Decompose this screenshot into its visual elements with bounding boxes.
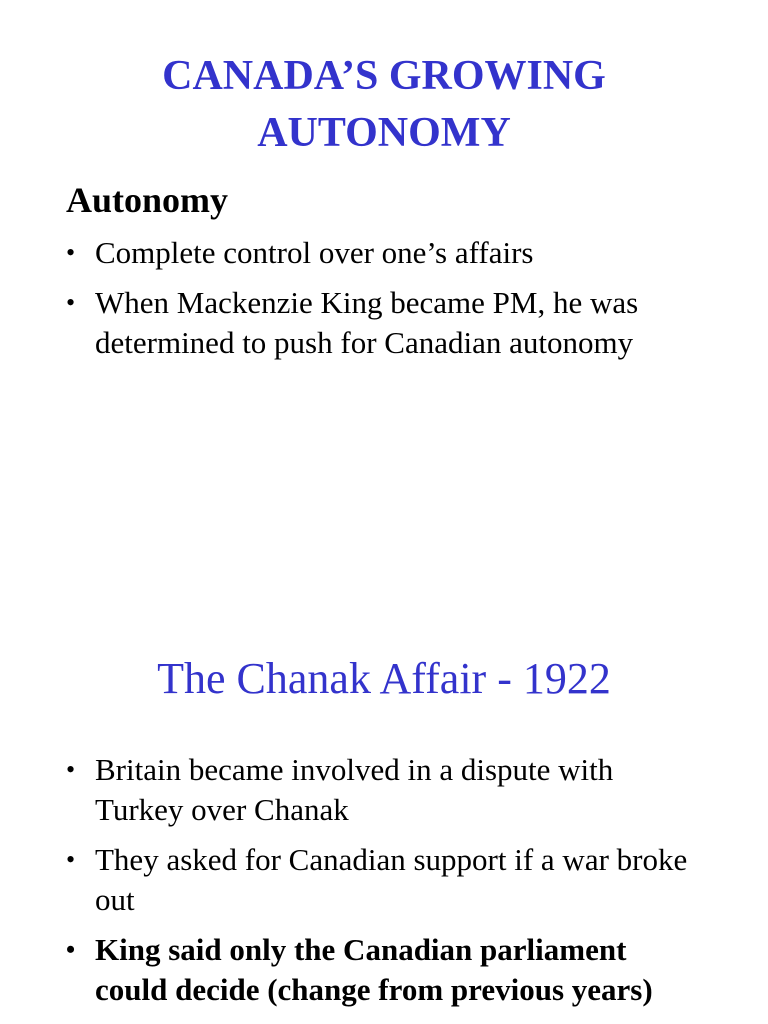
list-item xyxy=(66,750,706,830)
slide-title-line-2: AUTONOMY xyxy=(257,110,511,156)
bullet-icon: • xyxy=(66,845,76,874)
list-item-text: King said only the Canadian parliament could decide (change from previous years) xyxy=(95,932,653,1007)
slide-title-chanak: The Chanak Affair - 1922 xyxy=(157,654,611,703)
bullet-icon: • xyxy=(66,288,76,317)
section-heading: Autonomy xyxy=(66,180,229,220)
bullet-icon: • xyxy=(66,935,76,964)
list-item xyxy=(66,283,706,363)
bullet-icon: • xyxy=(66,755,76,784)
list-item xyxy=(66,840,706,920)
list-item-text: When Mackenzie King became PM, he was determined to push for Canadian autonomy xyxy=(95,285,639,360)
bullet-icon: • xyxy=(66,238,76,267)
bullet-list-chanak xyxy=(66,750,706,1020)
slide-title-line-1: CANADA’S GROWING xyxy=(162,53,606,99)
list-item-text: They asked for Canadian support if a war broke out xyxy=(95,842,688,917)
list-item-text: Complete control over one’s affairs xyxy=(95,235,534,270)
list-item-emphasis xyxy=(66,930,706,1010)
slide-title xyxy=(0,48,768,162)
list-item-text: Britain became involved in a dispute with Turkey over Chanak xyxy=(95,752,614,827)
list-item xyxy=(66,233,706,273)
bullet-list xyxy=(66,233,706,373)
